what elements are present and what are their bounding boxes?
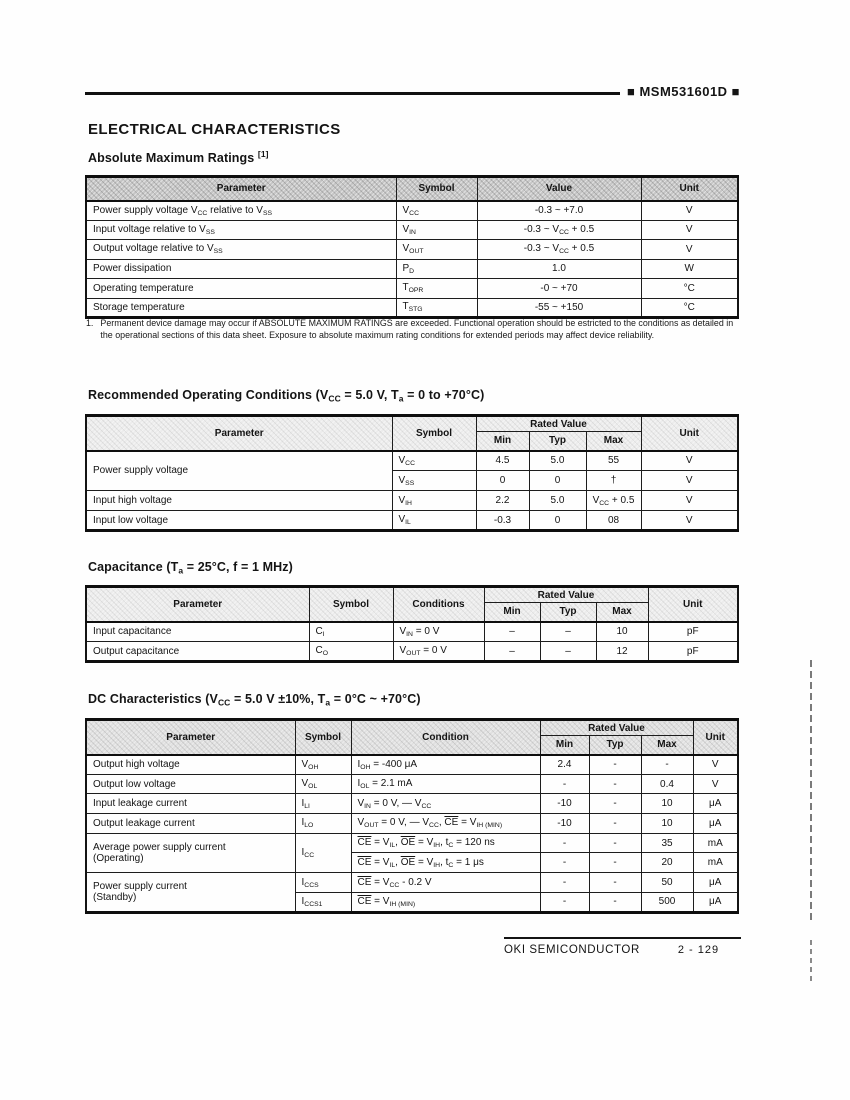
min-cell: – xyxy=(484,622,540,642)
column-header-min: Min xyxy=(484,603,540,622)
absolute-maximum-ratings-table xyxy=(85,175,739,319)
column-header-typ: Typ xyxy=(589,736,641,755)
column-header-symbol: Symbol xyxy=(309,587,393,622)
unit-cell: V xyxy=(641,220,738,240)
min-cell: - xyxy=(540,833,589,853)
min-cell: -0.3 xyxy=(476,511,529,531)
unit-cell: mA xyxy=(693,833,738,853)
value-cell: -0 ~ +70 xyxy=(477,279,641,299)
column-header-rated-value: Rated Value xyxy=(476,416,641,432)
column-header-conditions: Conditions xyxy=(393,587,484,622)
table-row xyxy=(86,201,738,221)
column-header-typ: Typ xyxy=(529,432,586,451)
symbol-cell: $V_{SS}$ xyxy=(392,471,476,491)
unit-cell: V xyxy=(641,451,738,471)
footnote-number: 1. xyxy=(86,318,94,328)
unit-cell: μA xyxy=(693,814,738,834)
symbol-cell: $V_{CC}$ xyxy=(396,201,477,221)
unit-cell: V xyxy=(693,755,738,775)
column-header-typ: Typ xyxy=(540,603,596,622)
table-row xyxy=(86,833,738,853)
condition-cell: $I_{OH} = -400$ μA xyxy=(351,755,540,775)
typ-cell: 5.0 xyxy=(529,451,586,471)
parameter-cell: Input capacitance xyxy=(86,622,309,642)
symbol-cell: $T_{STG}$ xyxy=(396,298,477,318)
min-cell: - xyxy=(540,853,589,873)
column-header-min: Min xyxy=(540,736,589,755)
column-header-unit: Unit xyxy=(641,416,738,451)
symbol-cell: $C_I$ xyxy=(309,622,393,642)
value-cell: -0.3 ~ $V_{CC} + 0.5$ xyxy=(477,220,641,240)
max-cell: 35 xyxy=(641,833,693,853)
column-header-parameter: Parameter xyxy=(86,416,392,451)
scan-artifact-line xyxy=(810,940,812,982)
column-header-symbol: Symbol xyxy=(392,416,476,451)
unit-cell: V xyxy=(641,511,738,531)
symbol-cell: $I_{LO}$ xyxy=(295,814,351,834)
parameter-cell: Input low voltage xyxy=(86,511,392,531)
table-row xyxy=(86,774,738,794)
typ-cell: - xyxy=(589,794,641,814)
typ-cell: - xyxy=(589,833,641,853)
typ-cell: - xyxy=(589,774,641,794)
typ-cell: - xyxy=(589,814,641,834)
column-header-condition: Condition xyxy=(351,720,540,755)
column-header-rated-value: Rated Value xyxy=(540,720,693,736)
value-cell: -0.3 ~ $V_{CC} + 0.5$ xyxy=(477,240,641,260)
table-row xyxy=(86,814,738,834)
symbol-cell: $V_{IL}$ xyxy=(392,511,476,531)
max-cell: † xyxy=(586,471,641,491)
symbol-cell: $T_{OPR}$ xyxy=(396,279,477,299)
symbol-cell: $V_{CC}$ xyxy=(392,451,476,471)
column-header-unit: Unit xyxy=(641,177,738,201)
typ-cell: 0 xyxy=(529,471,586,491)
unit-cell: V xyxy=(641,201,738,221)
unit-cell: V xyxy=(641,471,738,491)
typ-cell: – xyxy=(540,642,596,662)
conditions-cell: $V_{IN} = 0$ V xyxy=(393,622,484,642)
table-row xyxy=(86,298,738,318)
condition-cell: $\overline{CE} = V_{IL}$, $\overline{OE} = V_{IH}$, $t_C = 1$ μs xyxy=(351,853,540,873)
symbol-cell: $I_{CCS1}$ xyxy=(295,892,351,912)
column-header-parameter: Parameter xyxy=(86,720,295,755)
symbol-cell: $I_{LI}$ xyxy=(295,794,351,814)
symbol-cell: $V_{OL}$ xyxy=(295,774,351,794)
unit-cell: pF xyxy=(648,642,738,662)
unit-cell: μA xyxy=(693,892,738,912)
footer-company: OKI SEMICONDUCTOR xyxy=(504,944,640,956)
min-cell: -10 xyxy=(540,794,589,814)
table-row xyxy=(86,259,738,279)
max-cell: 12 xyxy=(596,642,648,662)
footnote-text: Permanent device damage may occur if ABSOLUTE MAXIMUM RATINGS are exceeded. Functional operation should be estricted to the conditions as detailed in the operational sections of this data sheet. Exposure to absolute maximum rating conditions for extended periods may affect device reliability. xyxy=(100,318,734,340)
symbol-cell: $V_{OH}$ xyxy=(295,755,351,775)
footnote xyxy=(86,318,742,342)
section-heading-capacitance: Capacitance ($T_a = 25^\circ C$, f = 1 MHz) xyxy=(88,560,293,576)
column-header-min: Min xyxy=(476,432,529,451)
value-cell: 1.0 xyxy=(477,259,641,279)
parameter-cell: Power dissipation xyxy=(86,259,396,279)
value-cell: -55 ~ +150 xyxy=(477,298,641,318)
column-header-rated-value: Rated Value xyxy=(484,587,648,603)
symbol-cell: $I_{CCS}$ xyxy=(295,873,351,893)
header-rule xyxy=(85,92,620,95)
symbol-cell: $I_{CC}$ xyxy=(295,833,351,872)
parameter-cell: Output capacitance xyxy=(86,642,309,662)
conditions-cell: $V_{OUT} = 0$ V xyxy=(393,642,484,662)
parameter-cell: Input high voltage xyxy=(86,491,392,511)
page-footer xyxy=(504,944,741,956)
parameter-cell: Input leakage current xyxy=(86,794,295,814)
condition-cell: $V_{IN} = 0$ V, — $V_{CC}$ xyxy=(351,794,540,814)
table-header-row xyxy=(86,177,738,201)
max-cell: $V_{CC} + 0.5$ xyxy=(586,491,641,511)
max-cell: 50 xyxy=(641,873,693,893)
footer-rule xyxy=(504,937,741,939)
column-header-max: Max xyxy=(641,736,693,755)
max-cell: 0.4 xyxy=(641,774,693,794)
table-row xyxy=(86,873,738,893)
capacitance-table xyxy=(85,585,739,663)
max-cell: - xyxy=(641,755,693,775)
unit-cell: W xyxy=(641,259,738,279)
typ-cell: - xyxy=(589,755,641,775)
unit-cell: V xyxy=(693,774,738,794)
table-row xyxy=(86,755,738,775)
symbol-cell: $V_{IH}$ xyxy=(392,491,476,511)
condition-cell: $\overline{CE} = V_{IH (MIN)}$ xyxy=(351,892,540,912)
max-cell: 10 xyxy=(596,622,648,642)
column-header-value: Value xyxy=(477,177,641,201)
typ-cell: – xyxy=(540,622,596,642)
dc-characteristics-table xyxy=(85,718,739,914)
footer-page-number: 2 - 129 xyxy=(677,944,720,956)
max-cell: 10 xyxy=(641,794,693,814)
page-title: ELECTRICAL CHARACTERISTICS xyxy=(88,121,341,138)
parameter-cell: Power supply voltage $V_{CC}$ relative to $V_{SS}$ xyxy=(86,201,396,221)
min-cell: - xyxy=(540,873,589,893)
unit-cell: μA xyxy=(693,794,738,814)
table-row xyxy=(86,622,738,642)
unit-cell: V xyxy=(641,240,738,260)
table-row xyxy=(86,642,738,662)
parameter-cell: Power supply current (Standby) xyxy=(86,873,295,912)
min-cell: -10 xyxy=(540,814,589,834)
min-cell: 4.5 xyxy=(476,451,529,471)
typ-cell: - xyxy=(589,853,641,873)
parameter-cell: Output leakage current xyxy=(86,814,295,834)
table-row xyxy=(86,511,738,531)
parameter-cell: Power supply voltage xyxy=(86,451,392,491)
parameter-cell: Storage temperature xyxy=(86,298,396,318)
max-cell: 20 xyxy=(641,853,693,873)
min-cell: 2.2 xyxy=(476,491,529,511)
max-cell: 08 xyxy=(586,511,641,531)
unit-cell: pF xyxy=(648,622,738,642)
column-header-unit: Unit xyxy=(648,587,738,622)
table-row xyxy=(86,279,738,299)
symbol-cell: $C_O$ xyxy=(309,642,393,662)
column-header-symbol: Symbol xyxy=(396,177,477,201)
parameter-cell: Output high voltage xyxy=(86,755,295,775)
column-header-parameter: Parameter xyxy=(86,177,396,201)
max-cell: 500 xyxy=(641,892,693,912)
min-cell: 2.4 xyxy=(540,755,589,775)
max-cell: 55 xyxy=(586,451,641,471)
table-header-row xyxy=(86,587,738,603)
parameter-cell: Output voltage relative to $V_{SS}$ xyxy=(86,240,396,260)
symbol-cell: $V_{IN}$ xyxy=(396,220,477,240)
condition-cell: $\overline{CE} = V_{CC} - 0.2$ V xyxy=(351,873,540,893)
min-cell: – xyxy=(484,642,540,662)
section-heading-text: Absolute Maximum Ratings xyxy=(88,151,255,166)
min-cell: 0 xyxy=(476,471,529,491)
parameter-cell: Output low voltage xyxy=(86,774,295,794)
unit-cell: °C xyxy=(641,298,738,318)
condition-cell: $V_{OUT} = 0$ V, — $V_{CC}$, $\overline{CE} = V_{IH (MIN)}$ xyxy=(351,814,540,834)
table-header-row xyxy=(86,720,738,736)
parameter-cell: Operating temperature xyxy=(86,279,396,299)
condition-cell: $\overline{CE} = V_{IL}$, $\overline{OE} = V_{IH}$, $t_C = 120$ ns xyxy=(351,833,540,853)
unit-cell: V xyxy=(641,491,738,511)
column-header-max: Max xyxy=(596,603,648,622)
unit-cell: μA xyxy=(693,873,738,893)
table-row xyxy=(86,794,738,814)
column-header-parameter: Parameter xyxy=(86,587,309,622)
column-header-unit: Unit xyxy=(693,720,738,755)
column-header-max: Max xyxy=(586,432,641,451)
table-row xyxy=(86,491,738,511)
parameter-cell: Input voltage relative to $V_{SS}$ xyxy=(86,220,396,240)
section-heading-recommended-operating-conditions: Recommended Operating Conditions ($V_{CC} = 5.0$ V, $T_a = 0$ to +70°C) xyxy=(88,388,485,404)
table-row xyxy=(86,220,738,240)
section-heading-dc-characteristics: DC Characteristics ($V_{CC} = 5.0$ V ±10%, $T_a = 0^\circ C$ ~ +70°C) xyxy=(88,692,421,708)
unit-cell: mA xyxy=(693,853,738,873)
condition-cell: $I_{OL} = 2.1$ mA xyxy=(351,774,540,794)
table-row xyxy=(86,240,738,260)
symbol-cell: $V_{OUT}$ xyxy=(396,240,477,260)
unit-cell: °C xyxy=(641,279,738,299)
symbol-cell: $P_D$ xyxy=(396,259,477,279)
scan-artifact-line xyxy=(810,660,812,920)
value-cell: -0.3 ~ +7.0 xyxy=(477,201,641,221)
typ-cell: - xyxy=(589,892,641,912)
table-row xyxy=(86,451,738,471)
max-cell: 10 xyxy=(641,814,693,834)
recommended-operating-conditions-table xyxy=(85,414,739,532)
document-code: ■ MSM531601D ■ xyxy=(627,84,741,99)
footnote-reference: [1] xyxy=(257,149,269,159)
section-heading-absolute-maximum-ratings xyxy=(88,149,269,165)
typ-cell: 5.0 xyxy=(529,491,586,511)
parameter-cell: Average power supply current (Operating) xyxy=(86,833,295,872)
table-header-row xyxy=(86,416,738,432)
column-header-symbol: Symbol xyxy=(295,720,351,755)
typ-cell: - xyxy=(589,873,641,893)
min-cell: - xyxy=(540,774,589,794)
typ-cell: 0 xyxy=(529,511,586,531)
min-cell: - xyxy=(540,892,589,912)
